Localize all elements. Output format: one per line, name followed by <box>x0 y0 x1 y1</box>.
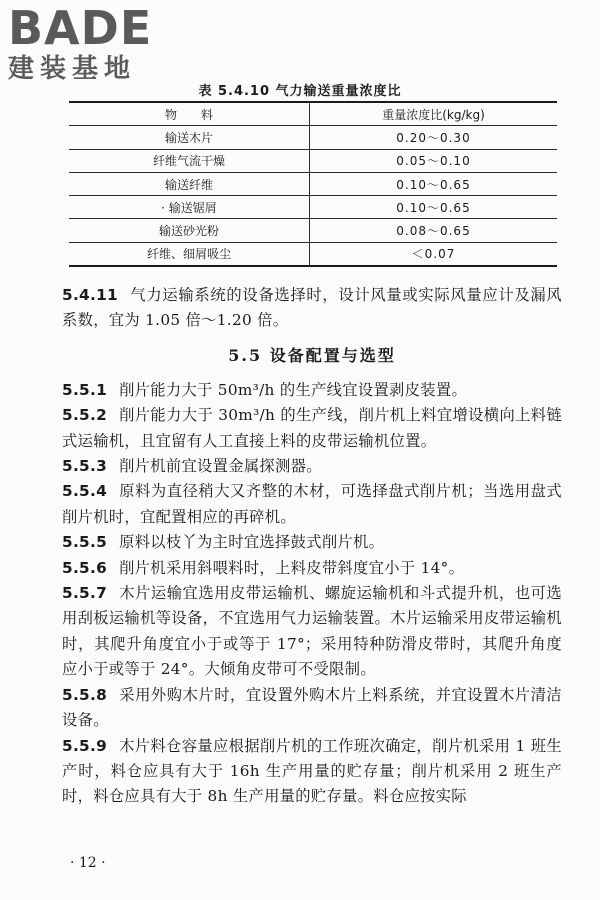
clause-paragraph <box>62 403 562 454</box>
cell-ratio: 0.20～0.30 <box>310 126 558 149</box>
body-content <box>62 283 562 810</box>
clause-text: 气力运输系统的设备选择时，设计风量或实际风量应计及漏风系数，宜为 1.05 倍～1.20 倍。 <box>62 286 562 330</box>
table-row <box>69 126 557 149</box>
header-ratio: 重量浓度比(kg/kg) <box>310 102 558 126</box>
clause-number: 5.5.9 <box>62 736 108 755</box>
cell-ratio: 0.08～0.65 <box>310 219 558 242</box>
clause-number: 5.5.3 <box>62 457 108 476</box>
logo-word: BADE <box>8 1 153 55</box>
table-row <box>69 242 557 266</box>
clause-number: 5.4.11 <box>62 286 118 304</box>
clause-paragraph <box>62 581 562 683</box>
clause-number: 5.5.8 <box>62 685 108 704</box>
table-row <box>69 172 557 195</box>
cell-material: 纤维气流干燥 <box>69 149 310 172</box>
clause-number: 5.5.2 <box>62 406 108 425</box>
table-caption: 表 5.4.10 气力输送重量浓度比 <box>198 84 402 99</box>
clause-list-5-5 <box>62 378 562 810</box>
clause-paragraph <box>62 734 562 810</box>
cell-ratio: 0.10～0.65 <box>310 172 558 195</box>
table-header-row <box>69 102 557 126</box>
clause-text: 削片能力大于 30m³/h 的生产线，削片机上料宜增设横向上料链式运输机，且宜留有人工直接上料的皮带运输机位置。 <box>62 406 562 450</box>
section-heading: 5.5 设备配置与选型 <box>228 345 396 365</box>
clause-paragraph <box>62 454 562 479</box>
clause-number: 5.5.5 <box>62 533 108 552</box>
clause-list-5-4 <box>62 283 562 334</box>
clause-paragraph <box>62 530 562 555</box>
clause-text: 削片能力大于 50m³/h 的生产线宜设置剥皮装置。 <box>119 380 468 399</box>
clause-number: 5.5.6 <box>62 558 108 577</box>
table-row <box>69 196 557 219</box>
clause-text: 削片机采用斜喂料时，上料皮带斜度宜小于 14°。 <box>119 558 465 577</box>
clause-text: 木片运输宜选用皮带运输机、螺旋运输机和斗式提升机，也可选用刮板运输机等设备，不宜选用气力运输装置。木片运输采用皮带运输机时，其爬升角度宜小于或等于 17°；采用特种防滑皮带时，其爬升角度应小于或等于 24°。大倾角皮带可不受限制。 <box>62 584 562 679</box>
cell-material: 输送砂光粉 <box>69 219 310 242</box>
cell-ratio: 0.10～0.65 <box>310 196 558 219</box>
clause-paragraph <box>62 378 562 403</box>
table-row <box>69 149 557 172</box>
clause-number: 5.5.1 <box>62 380 108 399</box>
page-number: · 12 · <box>70 855 106 871</box>
cell-ratio: 0.05～0.10 <box>310 149 558 172</box>
cell-material: 纤维、细屑吸尘 <box>69 242 310 266</box>
cell-material: · 输送锯屑 <box>69 196 310 219</box>
clause-paragraph <box>62 479 562 530</box>
clause-text: 采用外购木片时，宜设置外购木片上料系统，并宜设置木片清洁设备。 <box>62 685 562 730</box>
clause-number: 5.5.7 <box>62 584 108 603</box>
clause-paragraph <box>62 683 562 734</box>
table-row <box>69 219 557 242</box>
clause-paragraph <box>62 283 562 334</box>
clause-text: 削片机前宜设置金属探测器。 <box>119 457 322 476</box>
header-material: 物 料 <box>69 102 310 126</box>
clause-number: 5.5.4 <box>62 482 108 501</box>
concentration-ratio-table <box>69 101 557 267</box>
logo-subtitle: 建装基地 <box>8 54 137 84</box>
clause-text: 木片料仓容量应根据削片机的工作班次确定，削片机采用 1 班生产时，料仓应具有大于 16h 生产用量的贮存量；削片机采用 2 班生产时，料仓应具有大于 8h 生产用量的贮存量。料仓应按实际 <box>62 736 562 806</box>
clause-paragraph <box>62 556 562 581</box>
clause-text: 原料为直径稍大又齐整的木材，可选择盘式削片机；当选用盘式削片机时，宜配置相应的再碎机。 <box>62 482 562 526</box>
bade-logo <box>8 1 178 84</box>
clause-text: 原料以枝丫为主时宜选择鼓式削片机。 <box>119 533 385 552</box>
cell-material: 输送木片 <box>69 126 310 149</box>
cell-ratio: ＜0.07 <box>310 242 558 266</box>
cell-material: 输送纤维 <box>69 172 310 195</box>
